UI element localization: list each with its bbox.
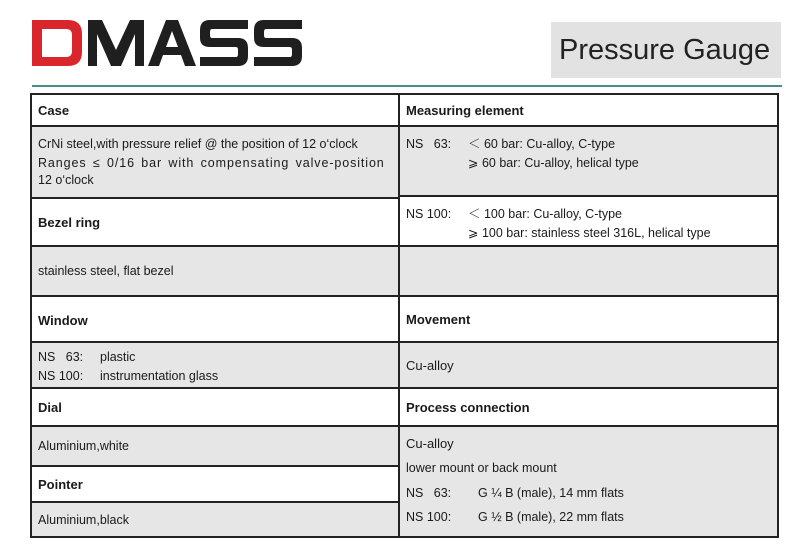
measuring-ns100 xyxy=(400,197,777,243)
window-value: plastic xyxy=(100,350,136,364)
logo-letter-d xyxy=(32,20,82,66)
page-title: Pressure Gauge xyxy=(551,22,781,78)
bezel-header: Bezel ring xyxy=(32,199,398,245)
empty-cell xyxy=(400,247,777,295)
window-value: instrumentation glass xyxy=(100,369,219,383)
measuring-ns100-label: NS 100: xyxy=(406,207,452,221)
bezel-value: stainless steel, flat bezel xyxy=(32,247,398,295)
window-row-ns63 xyxy=(38,348,398,367)
window-size-label: NS 63: xyxy=(38,350,84,364)
case-line-2: Ranges ≤ 0/16 bar with compensating valve-position xyxy=(38,156,385,170)
process-mount: lower mount or back mount xyxy=(406,461,557,475)
measuring-ns63-line1: ＜ 60 bar: Cu-alloy, C-type xyxy=(468,137,616,151)
measuring-ns100-line2: ⩾ 100 bar: stainless steel 316L, helical type xyxy=(468,226,711,240)
window-body xyxy=(32,343,398,387)
process-thread: G ¼ B (male), 14 mm flats xyxy=(478,486,624,500)
process-body xyxy=(400,427,777,536)
window-size-label: NS 100: xyxy=(38,369,84,383)
case-header: Case xyxy=(32,95,398,125)
logo-letter-m xyxy=(88,20,144,66)
window-header: Window xyxy=(32,297,398,343)
dial-header: Dial xyxy=(32,389,398,425)
process-material: Cu-alloy xyxy=(406,436,454,451)
pointer-header: Pointer xyxy=(32,467,398,501)
measuring-ns63-label: NS 63: xyxy=(406,137,452,151)
logo-letter-s1 xyxy=(200,20,248,66)
process-thread: G ½ B (male), 22 mm flats xyxy=(478,510,624,524)
pointer-value: Aluminium,black xyxy=(32,503,398,536)
measuring-ns100-line1: ＜ 100 bar: Cu-alloy, C-type xyxy=(468,207,622,221)
logo-letter-a xyxy=(148,20,196,66)
measuring-header: Measuring element xyxy=(400,95,777,125)
process-size-label: NS 100: xyxy=(406,510,452,524)
measuring-ns63 xyxy=(400,127,777,195)
process-header: Process connection xyxy=(400,389,777,425)
process-size-label: NS 63: xyxy=(406,486,452,500)
case-line-1: CrNi steel,with pressure relief @ the position of 12 o‘clock xyxy=(38,137,358,151)
dmass-logo xyxy=(32,20,304,66)
spec-table xyxy=(30,93,779,538)
window-row-ns100 xyxy=(38,367,398,386)
right-column xyxy=(400,95,777,536)
logo-letter-s2 xyxy=(254,20,302,66)
case-line-3: 12 o‘clock xyxy=(38,173,94,187)
movement-header: Movement xyxy=(400,297,777,341)
case-body xyxy=(32,127,398,197)
dial-value: Aluminium,white xyxy=(32,427,398,465)
left-column xyxy=(32,95,400,536)
movement-value: Cu-alloy xyxy=(400,343,777,387)
header-divider xyxy=(32,85,782,87)
measuring-ns63-line2: ⩾ 60 bar: Cu-alloy, helical type xyxy=(468,156,639,170)
